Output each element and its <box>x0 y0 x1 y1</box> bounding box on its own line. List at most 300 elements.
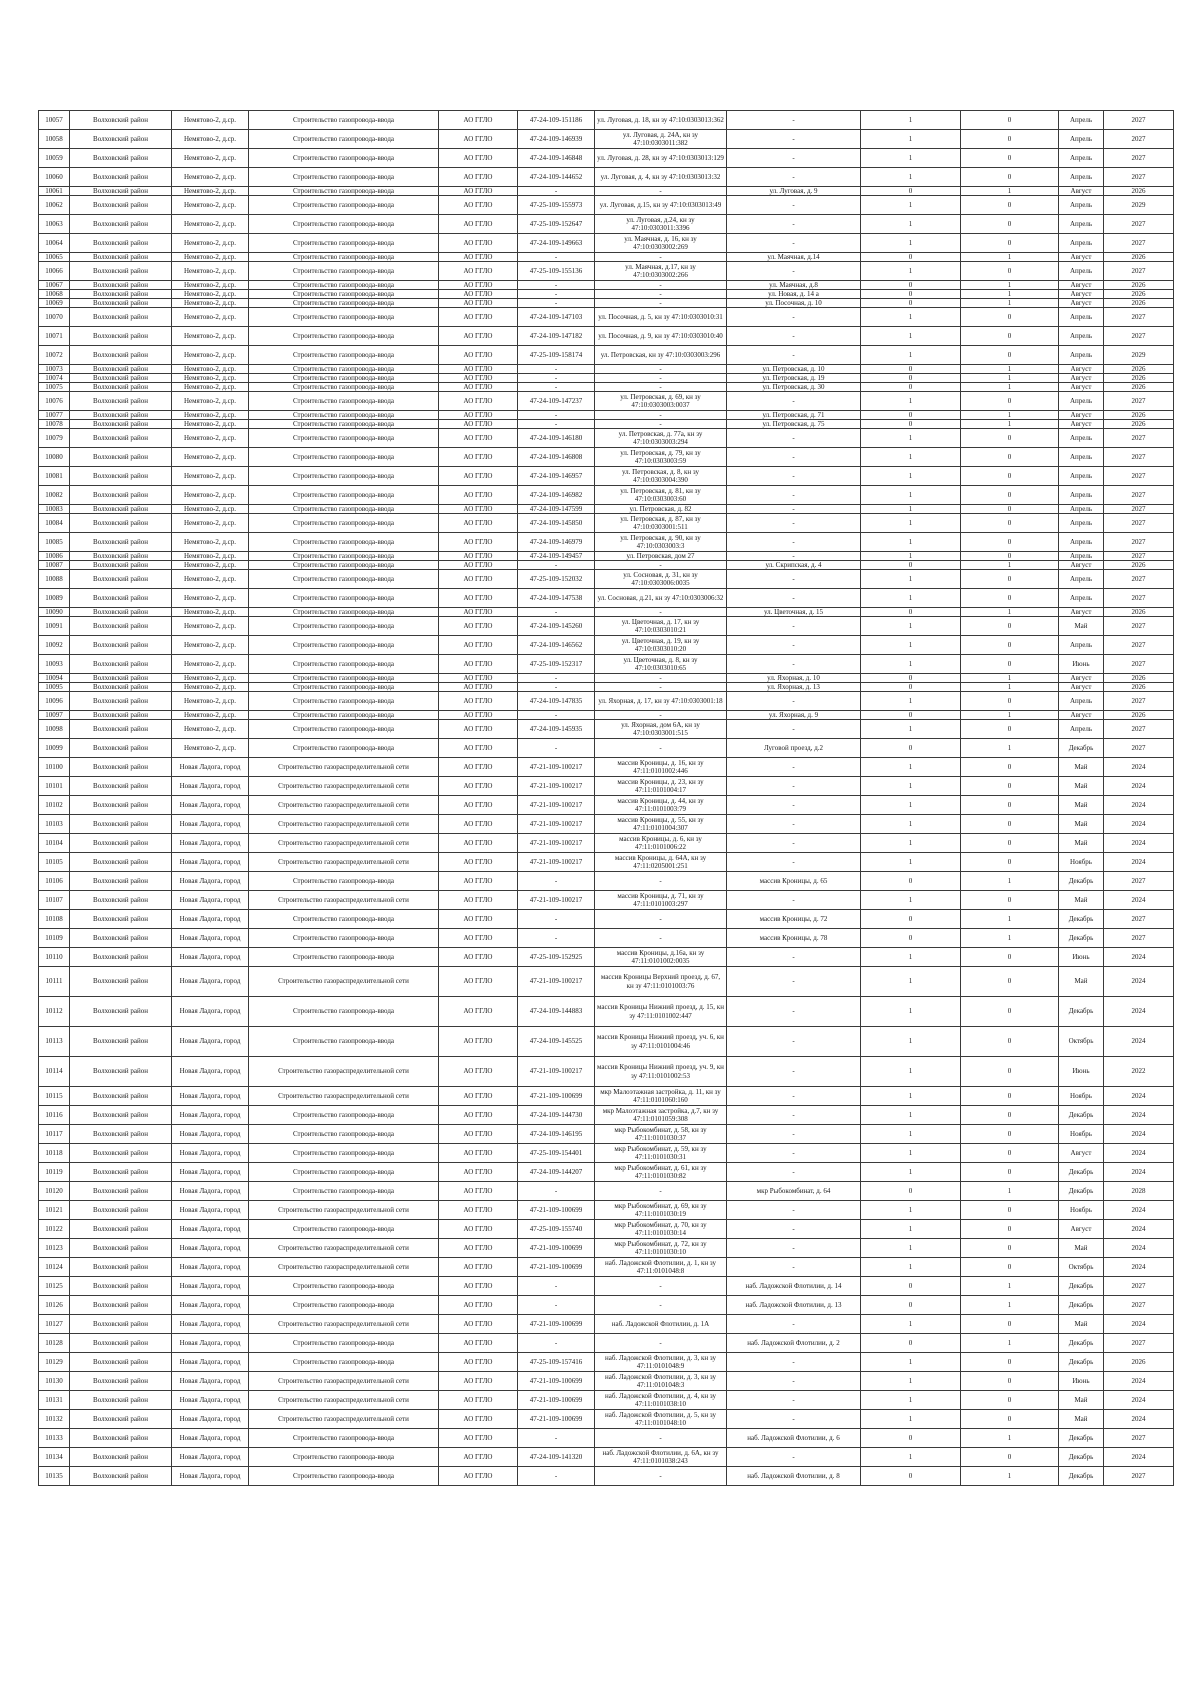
cell-address: - <box>727 514 861 533</box>
cell-address: - <box>727 589 861 608</box>
cell-operator: АО ГГЛО <box>439 910 518 929</box>
cell-work-type: Строительство газопровода-ввода <box>249 1429 439 1448</box>
cell-operator: АО ГГЛО <box>439 739 518 758</box>
cell-year: 2024 <box>1104 1220 1174 1239</box>
table-row <box>39 346 1174 365</box>
cell-count-a: 1 <box>861 505 961 514</box>
cell-month: Декабрь <box>1059 1296 1104 1315</box>
cell-work-type: Строительство газораспределительной сети <box>249 1201 439 1220</box>
cell-address: наб. Ладожской Флотилии, д. 14 <box>727 1277 861 1296</box>
cell-address-with-cadastre: - <box>595 561 727 570</box>
cell-year: 2027 <box>1104 552 1174 561</box>
cell-settlement: Новая Ладога, город <box>172 1087 249 1106</box>
cell-permit-number: 47-21-109-100217 <box>518 796 595 815</box>
cell-settlement: Немятово-2, д.ср. <box>172 505 249 514</box>
cell-work-type: Строительство газораспределительной сети <box>249 758 439 777</box>
cell-month: Май <box>1059 777 1104 796</box>
cell-count-b: 0 <box>961 834 1059 853</box>
cell-settlement: Немятово-2, д.ср. <box>172 552 249 561</box>
cell-address-with-cadastre: ул. Сосновая, д. 31, кн зу 47:10:0303006:0035 <box>595 570 727 589</box>
cell-work-type: Строительство газораспределительной сети <box>249 1315 439 1334</box>
cell-count-a: 0 <box>861 683 961 692</box>
cell-count-b: 0 <box>961 692 1059 711</box>
cell-settlement: Новая Ладога, город <box>172 1220 249 1239</box>
cell-month: Май <box>1059 1315 1104 1334</box>
cell-district: Волховский район <box>70 1087 172 1106</box>
cell-settlement: Новая Ладога, город <box>172 1334 249 1353</box>
cell-count-b: 0 <box>961 758 1059 777</box>
cell-operator: АО ГГЛО <box>439 1467 518 1486</box>
cell-count-a: 1 <box>861 234 961 253</box>
cell-address-with-cadastre: ул. Луговая, д. 24А, кн зу 47:10:0303011:382 <box>595 130 727 149</box>
cell-permit-number: 47-24-109-146982 <box>518 486 595 505</box>
cell-month: Август <box>1059 187 1104 196</box>
cell-year: 2027 <box>1104 1277 1174 1296</box>
cell-settlement: Новая Ладога, город <box>172 1239 249 1258</box>
cell-year: 2027 <box>1104 234 1174 253</box>
cell-row-number: 10089 <box>39 589 70 608</box>
cell-permit-number: 47-25-109-152647 <box>518 215 595 234</box>
table-row <box>39 1220 1174 1239</box>
cell-settlement: Немятово-2, д.ср. <box>172 429 249 448</box>
cell-row-number: 10063 <box>39 215 70 234</box>
cell-work-type: Строительство газораспределительной сети <box>249 1239 439 1258</box>
cell-operator: АО ГГЛО <box>439 392 518 411</box>
cell-address-with-cadastre: ул. Петровская, д. 79, кн зу 47:10:0303003:59 <box>595 448 727 467</box>
cell-row-number: 10093 <box>39 655 70 674</box>
cell-count-b: 0 <box>961 1106 1059 1125</box>
cell-count-a: 0 <box>861 374 961 383</box>
cell-work-type: Строительство газопровода-ввода <box>249 1220 439 1239</box>
cell-count-b: 0 <box>961 589 1059 608</box>
cell-permit-number: 47-24-109-147182 <box>518 327 595 346</box>
cell-row-number: 10101 <box>39 777 70 796</box>
cell-address: - <box>727 1125 861 1144</box>
cell-row-number: 10105 <box>39 853 70 872</box>
cell-month: Апрель <box>1059 692 1104 711</box>
cell-count-b: 1 <box>961 420 1059 429</box>
cell-operator: АО ГГЛО <box>439 720 518 739</box>
cell-work-type: Строительство газопровода-ввода <box>249 383 439 392</box>
cell-address: - <box>727 467 861 486</box>
cell-settlement: Немятово-2, д.ср. <box>172 290 249 299</box>
cell-settlement: Новая Ладога, город <box>172 1057 249 1087</box>
cell-address-with-cadastre: ул. Петровская, д. 81, кн зу 47:10:0303003:60 <box>595 486 727 505</box>
cell-address: - <box>727 392 861 411</box>
cell-address-with-cadastre: массив Кроницы, д. 55, кн зу 47:11:0101004:307 <box>595 815 727 834</box>
cell-year: 2027 <box>1104 1334 1174 1353</box>
cell-address-with-cadastre: - <box>595 683 727 692</box>
cell-row-number: 10085 <box>39 533 70 552</box>
cell-district: Волховский район <box>70 872 172 891</box>
cell-district: Волховский район <box>70 570 172 589</box>
cell-permit-number: - <box>518 683 595 692</box>
cell-operator: АО ГГЛО <box>439 327 518 346</box>
cell-permit-number: 47-21-109-100699 <box>518 1239 595 1258</box>
cell-count-a: 1 <box>861 533 961 552</box>
table-row <box>39 299 1174 308</box>
cell-month: Май <box>1059 1391 1104 1410</box>
cell-row-number: 10125 <box>39 1277 70 1296</box>
cell-address: наб. Ладожской Флотилии, д. 8 <box>727 1467 861 1486</box>
cell-address-with-cadastre: массив Кроницы Нижний проезд, уч. 9, кн зу 47:11:0101002:53 <box>595 1057 727 1087</box>
cell-permit-number: - <box>518 1296 595 1315</box>
table-row <box>39 636 1174 655</box>
table-row <box>39 608 1174 617</box>
cell-address: - <box>727 1391 861 1410</box>
cell-settlement: Новая Ладога, город <box>172 1353 249 1372</box>
cell-address: Луговой проезд, д.2 <box>727 739 861 758</box>
cell-operator: АО ГГЛО <box>439 570 518 589</box>
cell-operator: АО ГГЛО <box>439 281 518 290</box>
cell-operator: АО ГГЛО <box>439 1410 518 1429</box>
cell-district: Волховский район <box>70 1410 172 1429</box>
cell-work-type: Строительство газопровода-ввода <box>249 589 439 608</box>
cell-address-with-cadastre: ул. Яхорная, дом 6А, кн зу 47:10:0303001:515 <box>595 720 727 739</box>
cell-row-number: 10100 <box>39 758 70 777</box>
cell-count-a: 0 <box>861 1467 961 1486</box>
cell-permit-number: 47-25-109-152925 <box>518 948 595 967</box>
cell-operator: АО ГГЛО <box>439 1106 518 1125</box>
cell-row-number: 10087 <box>39 561 70 570</box>
cell-permit-number: 47-25-109-155740 <box>518 1220 595 1239</box>
cell-count-a: 1 <box>861 1163 961 1182</box>
cell-district: Волховский район <box>70 374 172 383</box>
cell-year: 2024 <box>1104 948 1174 967</box>
table-row <box>39 533 1174 552</box>
cell-year: 2024 <box>1104 777 1174 796</box>
cell-address: - <box>727 215 861 234</box>
cell-address: - <box>727 552 861 561</box>
cell-operator: АО ГГЛО <box>439 1353 518 1372</box>
cell-address-with-cadastre: ул. Посочная, д. 9, кн зу 47:10:0303010:40 <box>595 327 727 346</box>
cell-count-b: 0 <box>961 967 1059 997</box>
cell-address: - <box>727 1410 861 1429</box>
cell-operator: АО ГГЛО <box>439 967 518 997</box>
cell-count-a: 0 <box>861 910 961 929</box>
cell-row-number: 10080 <box>39 448 70 467</box>
cell-count-b: 1 <box>961 187 1059 196</box>
cell-address-with-cadastre: ул. Петровская, кн зу 47:10:0303003:296 <box>595 346 727 365</box>
cell-permit-number: - <box>518 420 595 429</box>
cell-permit-number: 47-24-109-147237 <box>518 392 595 411</box>
cell-month: Май <box>1059 796 1104 815</box>
cell-month: Апрель <box>1059 448 1104 467</box>
table-row <box>39 1277 1174 1296</box>
table-row <box>39 281 1174 290</box>
cell-address: ул. Цветочная, д. 15 <box>727 608 861 617</box>
cell-district: Волховский район <box>70 290 172 299</box>
cell-work-type: Строительство газопровода-ввода <box>249 655 439 674</box>
cell-district: Волховский район <box>70 1057 172 1087</box>
cell-row-number: 10117 <box>39 1125 70 1144</box>
cell-operator: АО ГГЛО <box>439 290 518 299</box>
table-row <box>39 1163 1174 1182</box>
cell-district: Волховский район <box>70 262 172 281</box>
cell-month: Октябрь <box>1059 1258 1104 1277</box>
cell-month: Апрель <box>1059 570 1104 589</box>
cell-work-type: Строительство газопровода-ввода <box>249 1296 439 1315</box>
cell-row-number: 10116 <box>39 1106 70 1125</box>
cell-work-type: Строительство газопровода-ввода <box>249 429 439 448</box>
cell-row-number: 10061 <box>39 187 70 196</box>
cell-work-type: Строительство газораспределительной сети <box>249 1087 439 1106</box>
cell-operator: АО ГГЛО <box>439 411 518 420</box>
cell-year: 2027 <box>1104 149 1174 168</box>
cell-operator: АО ГГЛО <box>439 187 518 196</box>
cell-permit-number: 47-24-109-149663 <box>518 234 595 253</box>
cell-address: массив Кроницы, д. 78 <box>727 929 861 948</box>
cell-address: - <box>727 1353 861 1372</box>
cell-settlement: Новая Ладога, город <box>172 891 249 910</box>
cell-count-a: 0 <box>861 561 961 570</box>
table-row <box>39 486 1174 505</box>
cell-month: Август <box>1059 290 1104 299</box>
cell-district: Волховский район <box>70 1125 172 1144</box>
cell-month: Декабрь <box>1059 872 1104 891</box>
cell-year: 2026 <box>1104 365 1174 374</box>
cell-year: 2027 <box>1104 872 1174 891</box>
cell-district: Волховский район <box>70 111 172 130</box>
cell-address-with-cadastre: ул. Посочная, д. 5, кн зу 47:10:0303010:31 <box>595 308 727 327</box>
cell-count-a: 0 <box>861 739 961 758</box>
cell-count-b: 1 <box>961 1334 1059 1353</box>
cell-address: ул. Петровская, д. 19 <box>727 374 861 383</box>
cell-year: 2024 <box>1104 1391 1174 1410</box>
cell-count-a: 0 <box>861 253 961 262</box>
cell-month: Декабрь <box>1059 1334 1104 1353</box>
table-row <box>39 1372 1174 1391</box>
table-row <box>39 448 1174 467</box>
cell-settlement: Немятово-2, д.ср. <box>172 486 249 505</box>
cell-settlement: Немятово-2, д.ср. <box>172 739 249 758</box>
table-row <box>39 168 1174 187</box>
table-row <box>39 570 1174 589</box>
table-row <box>39 589 1174 608</box>
cell-work-type: Строительство газопровода-ввода <box>249 215 439 234</box>
table-row <box>39 758 1174 777</box>
table-row <box>39 1144 1174 1163</box>
cell-operator: АО ГГЛО <box>439 1201 518 1220</box>
cell-permit-number: 47-21-109-100217 <box>518 815 595 834</box>
cell-month: Апрель <box>1059 636 1104 655</box>
cell-settlement: Новая Ладога, город <box>172 948 249 967</box>
cell-district: Волховский район <box>70 674 172 683</box>
cell-count-a: 1 <box>861 467 961 486</box>
cell-address: - <box>727 1144 861 1163</box>
cell-settlement: Новая Ладога, город <box>172 1296 249 1315</box>
cell-year: 2027 <box>1104 486 1174 505</box>
cell-month: Декабрь <box>1059 1182 1104 1201</box>
cell-settlement: Немятово-2, д.ср. <box>172 234 249 253</box>
cell-row-number: 10079 <box>39 429 70 448</box>
cell-count-b: 0 <box>961 617 1059 636</box>
cell-permit-number: 47-25-109-157416 <box>518 1353 595 1372</box>
cell-year: 2027 <box>1104 692 1174 711</box>
cell-district: Волховский район <box>70 346 172 365</box>
cell-count-a: 1 <box>861 448 961 467</box>
cell-count-b: 0 <box>961 327 1059 346</box>
cell-permit-number: 47-25-109-155973 <box>518 196 595 215</box>
cell-count-b: 0 <box>961 1201 1059 1220</box>
cell-work-type: Строительство газопровода-ввода <box>249 262 439 281</box>
cell-row-number: 10110 <box>39 948 70 967</box>
cell-work-type: Строительство газопровода-ввода <box>249 411 439 420</box>
cell-row-number: 10082 <box>39 486 70 505</box>
cell-operator: АО ГГЛО <box>439 1372 518 1391</box>
cell-month: Апрель <box>1059 327 1104 346</box>
cell-address: наб. Ладожской Флотилии, д. 13 <box>727 1296 861 1315</box>
cell-month: Апрель <box>1059 234 1104 253</box>
cell-row-number: 10086 <box>39 552 70 561</box>
cell-permit-number: 47-21-109-100217 <box>518 967 595 997</box>
cell-permit-number: 47-24-109-145850 <box>518 514 595 533</box>
cell-district: Волховский район <box>70 561 172 570</box>
cell-count-b: 0 <box>961 1372 1059 1391</box>
cell-count-a: 0 <box>861 411 961 420</box>
cell-count-a: 0 <box>861 420 961 429</box>
cell-address: - <box>727 262 861 281</box>
cell-address: - <box>727 997 861 1027</box>
cell-count-a: 1 <box>861 1448 961 1467</box>
cell-month: Ноябрь <box>1059 1125 1104 1144</box>
cell-address: - <box>727 570 861 589</box>
cell-count-a: 1 <box>861 948 961 967</box>
cell-year: 2027 <box>1104 262 1174 281</box>
cell-permit-number: 47-24-109-147538 <box>518 589 595 608</box>
table-row <box>39 1391 1174 1410</box>
cell-year: 2024 <box>1104 1448 1174 1467</box>
cell-district: Волховский район <box>70 420 172 429</box>
cell-settlement: Немятово-2, д.ср. <box>172 533 249 552</box>
cell-permit-number: 47-24-109-145525 <box>518 1027 595 1057</box>
cell-count-a: 1 <box>861 777 961 796</box>
cell-address-with-cadastre: - <box>595 299 727 308</box>
cell-address-with-cadastre: ул. Луговая, д. 18, кн зу 47:10:0303013:362 <box>595 111 727 130</box>
cell-month: Апрель <box>1059 533 1104 552</box>
cell-year: 2024 <box>1104 834 1174 853</box>
cell-count-b: 0 <box>961 130 1059 149</box>
cell-operator: АО ГГЛО <box>439 1315 518 1334</box>
cell-district: Волховский район <box>70 1106 172 1125</box>
cell-operator: АО ГГЛО <box>439 589 518 608</box>
cell-settlement: Немятово-2, д.ср. <box>172 383 249 392</box>
cell-count-a: 1 <box>861 1057 961 1087</box>
cell-year: 2024 <box>1104 891 1174 910</box>
cell-settlement: Новая Ладога, город <box>172 796 249 815</box>
cell-address-with-cadastre: наб. Ладожской Флотилии, д. 3, кн зу 47:11:0101048:3 <box>595 1372 727 1391</box>
cell-count-a: 1 <box>861 1125 961 1144</box>
cell-month: Август <box>1059 1220 1104 1239</box>
cell-permit-number: 47-24-109-146180 <box>518 429 595 448</box>
table-row <box>39 891 1174 910</box>
cell-settlement: Новая Ладога, город <box>172 997 249 1027</box>
cell-month: Декабрь <box>1059 739 1104 758</box>
cell-work-type: Строительство газопровода-ввода <box>249 683 439 692</box>
cell-work-type: Строительство газопровода-ввода <box>249 327 439 346</box>
cell-row-number: 10124 <box>39 1258 70 1277</box>
cell-count-a: 1 <box>861 589 961 608</box>
cell-work-type: Строительство газопровода-ввода <box>249 130 439 149</box>
cell-settlement: Новая Ладога, город <box>172 1182 249 1201</box>
cell-count-b: 0 <box>961 308 1059 327</box>
cell-year: 2027 <box>1104 617 1174 636</box>
cell-operator: АО ГГЛО <box>439 1277 518 1296</box>
cell-address: массив Кроницы, д. 65 <box>727 872 861 891</box>
cell-address-with-cadastre: ул. Петровская, дом 27 <box>595 552 727 561</box>
cell-operator: АО ГГЛО <box>439 420 518 429</box>
cell-count-a: 1 <box>861 149 961 168</box>
cell-address-with-cadastre: массив Кроницы, д. 6, кн зу 47:11:0101006:22 <box>595 834 727 853</box>
cell-address: - <box>727 505 861 514</box>
cell-address-with-cadastre: ул. Петровская, д. 87, кн зу 47:10:0303001:511 <box>595 514 727 533</box>
cell-work-type: Строительство газопровода-ввода <box>249 608 439 617</box>
cell-operator: АО ГГЛО <box>439 891 518 910</box>
cell-count-b: 1 <box>961 1467 1059 1486</box>
cell-permit-number: - <box>518 365 595 374</box>
cell-year: 2026 <box>1104 253 1174 262</box>
cell-settlement: Новая Ладога, город <box>172 1372 249 1391</box>
cell-year: 2024 <box>1104 1410 1174 1429</box>
cell-operator: АО ГГЛО <box>439 1087 518 1106</box>
cell-year: 2024 <box>1104 1027 1174 1057</box>
cell-operator: АО ГГЛО <box>439 1057 518 1087</box>
cell-address: - <box>727 1027 861 1057</box>
cell-work-type: Строительство газопровода-ввода <box>249 872 439 891</box>
table-row <box>39 262 1174 281</box>
cell-address: - <box>727 636 861 655</box>
cell-row-number: 10127 <box>39 1315 70 1334</box>
cell-permit-number: 47-21-109-100699 <box>518 1372 595 1391</box>
cell-address-with-cadastre: ул. Петровская, д. 8, кн зу 47:10:0303004:390 <box>595 467 727 486</box>
cell-year: 2027 <box>1104 720 1174 739</box>
table-row <box>39 929 1174 948</box>
cell-year: 2029 <box>1104 196 1174 215</box>
cell-settlement: Новая Ладога, город <box>172 815 249 834</box>
cell-count-a: 0 <box>861 1429 961 1448</box>
cell-year: 2027 <box>1104 505 1174 514</box>
cell-address: - <box>727 891 861 910</box>
cell-district: Волховский район <box>70 711 172 720</box>
cell-row-number: 10109 <box>39 929 70 948</box>
cell-settlement: Немятово-2, д.ср. <box>172 327 249 346</box>
cell-permit-number: - <box>518 1429 595 1448</box>
cell-address-with-cadastre: мкр Рыбокомбинат, д. 69, кн зу 47:11:0101030:19 <box>595 1201 727 1220</box>
cell-count-b: 0 <box>961 720 1059 739</box>
cell-address: - <box>727 1220 861 1239</box>
cell-work-type: Строительство газораспределительной сети <box>249 967 439 997</box>
cell-month: Апрель <box>1059 111 1104 130</box>
cell-work-type: Строительство газопровода-ввода <box>249 1182 439 1201</box>
cell-count-a: 1 <box>861 1353 961 1372</box>
cell-count-b: 1 <box>961 1277 1059 1296</box>
cell-permit-number: - <box>518 1277 595 1296</box>
cell-district: Волховский район <box>70 187 172 196</box>
cell-address-with-cadastre: - <box>595 411 727 420</box>
cell-district: Волховский район <box>70 130 172 149</box>
table-row <box>39 692 1174 711</box>
cell-year: 2024 <box>1104 997 1174 1027</box>
cell-month: Май <box>1059 1410 1104 1429</box>
cell-district: Волховский район <box>70 1201 172 1220</box>
cell-count-b: 1 <box>961 290 1059 299</box>
cell-count-a: 1 <box>861 655 961 674</box>
cell-address: ул. Скрипская, д. 4 <box>727 561 861 570</box>
cell-month: Апрель <box>1059 149 1104 168</box>
cell-permit-number: 47-25-109-152317 <box>518 655 595 674</box>
cell-row-number: 10083 <box>39 505 70 514</box>
cell-month: Апрель <box>1059 130 1104 149</box>
